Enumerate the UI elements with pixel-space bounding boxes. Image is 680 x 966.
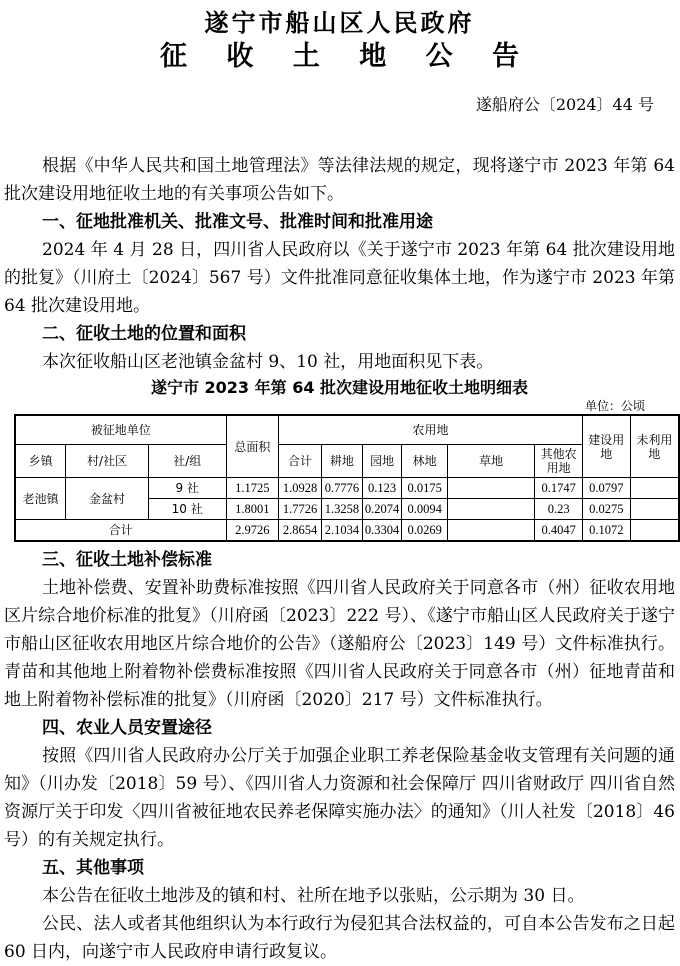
doc-number: 遂船府公〔2024〕44 号 bbox=[475, 95, 654, 114]
cell-grass bbox=[448, 478, 535, 499]
header-grass: 草地 bbox=[448, 445, 535, 478]
cell-group: 10 社 bbox=[148, 499, 226, 520]
header-unit-group: 被征地单位 bbox=[15, 415, 226, 445]
header-cultivated: 耕地 bbox=[321, 445, 362, 478]
header-forest: 林地 bbox=[402, 445, 448, 478]
header-village: 村/社区 bbox=[66, 445, 149, 478]
cell-farm-subtotal: 1.0928 bbox=[279, 478, 322, 499]
table-unit-note: 单位：公顷 bbox=[584, 399, 645, 413]
cell-unused bbox=[630, 520, 679, 542]
cell-garden: 0.3304 bbox=[362, 520, 401, 542]
land-requisition-table bbox=[14, 414, 680, 542]
header-township: 乡镇 bbox=[15, 445, 66, 478]
cell-cultivated: 2.1034 bbox=[321, 520, 362, 542]
header-construction: 建设用地 bbox=[582, 415, 630, 478]
cell-garden: 0.2074 bbox=[362, 499, 401, 520]
cell-grass bbox=[448, 499, 535, 520]
header-farmland-group: 农用地 bbox=[279, 415, 583, 445]
table-row-9she bbox=[15, 478, 679, 499]
cell-cultivated: 0.7776 bbox=[321, 478, 362, 499]
cell-village: 金盆村 bbox=[66, 478, 149, 520]
cell-forest: 0.0175 bbox=[402, 478, 448, 499]
section-4-paragraph: 按照《四川省人民政府办公厅关于加强企业职工养老保险基金收支管理有关问题的通知》（川办发〔2018〕59 号）、《四川省人力资源和社会保障厅 四川省财政厅 四川省自然资源厅关于印发〈四川省被征地农民养老保障实施办法〉的通知》（川人社发〔2018〕46 号）的有关规定执行。 bbox=[4, 746, 675, 850]
section-5-paragraph-1: 本公告在征收土地涉及的镇和村、社所在地予以张贴，公示期为 30 日。 bbox=[42, 886, 585, 906]
cell-construction: 0.0797 bbox=[582, 478, 630, 499]
cell-construction: 0.1072 bbox=[582, 520, 630, 542]
cell-garden: 0.123 bbox=[362, 478, 401, 499]
table-clip-region bbox=[14, 414, 680, 542]
section-2-heading: 二、征收土地的位置和面积 bbox=[42, 324, 246, 344]
cell-total: 1.8001 bbox=[226, 499, 278, 520]
section-1-paragraph: 2024 年 4 月 28 日，四川省人民政府以《关于遂宁市 2023 年第 64 批次建设用地的批复》（川府土〔2024〕567 号）文件批准同意征收集体土地，作为遂宁市 2023 年第 64 批次建设用地。 bbox=[4, 240, 675, 316]
header-unused: 未利用地 bbox=[630, 415, 679, 478]
header-other-farm: 其他农用地 bbox=[535, 445, 583, 478]
cell-construction: 0.0275 bbox=[582, 499, 630, 520]
section-3-paragraph: 土地补偿费、安置补助费标准按照《四川省人民政府关于同意各市（州）征收农用地区片综合地价标准的批复》（川府函〔2023〕222 号）、《遂宁市船山区人民政府关于遂宁市船山区征收农用地区片综合地价的公告》（遂船府公〔2023〕149 号）文件标准执行。青苗和其他地上附着物补偿费标准按照《四川省人民政府关于同意各市（州）征地青苗和地上附着物补偿标准的批复》（川府函〔2020〕217 号）文件标准执行。 bbox=[4, 578, 675, 710]
header-garden: 园地 bbox=[362, 445, 401, 478]
cell-farm-subtotal: 1.7726 bbox=[279, 499, 322, 520]
cell-other-farm: 0.1747 bbox=[535, 478, 583, 499]
intro-paragraph: 根据《中华人民共和国土地管理法》等法律法规的规定，现将遂宁市 2023 年第 64 批次建设用地征收土地的有关事项公告如下。 bbox=[4, 156, 675, 204]
cell-other-farm: 0.4047 bbox=[535, 520, 583, 542]
table-total-row bbox=[15, 520, 679, 542]
header-group: 社/组 bbox=[148, 445, 226, 478]
cell-unused bbox=[630, 478, 679, 499]
cell-unused bbox=[630, 499, 679, 520]
section-1-heading: 一、征地批准机关、批准文号、批准时间和批准用途 bbox=[42, 212, 433, 232]
cell-total-label: 合计 bbox=[15, 520, 226, 542]
cell-forest: 0.0269 bbox=[402, 520, 448, 542]
cell-township: 老池镇 bbox=[15, 478, 66, 520]
section-4-heading: 四、农业人员安置途径 bbox=[42, 718, 212, 738]
section-5-heading: 五、其他事项 bbox=[42, 858, 144, 878]
org-title: 遂宁市船山区人民政府 bbox=[204, 8, 475, 37]
section-2-paragraph: 本次征收船山区老池镇金盆村 9、10 社，用地面积见下表。 bbox=[42, 352, 494, 372]
header-total-area: 总面积 bbox=[226, 415, 278, 478]
header-subtotal: 合计 bbox=[279, 445, 322, 478]
cell-total: 2.9726 bbox=[226, 520, 278, 542]
announcement-title: 征 收 土 地 公 告 bbox=[160, 41, 534, 72]
cell-total: 1.1725 bbox=[226, 478, 278, 499]
section-3-heading: 三、征收土地补偿标准 bbox=[42, 550, 212, 570]
cell-other-farm: 0.23 bbox=[535, 499, 583, 520]
cell-group: 9 社 bbox=[148, 478, 226, 499]
cell-cultivated: 1.3258 bbox=[321, 499, 362, 520]
section-5-paragraph-2: 公民、法人或者其他组织认为本行政行为侵犯其合法权益的，可自本公告发布之日起 60 日内，向遂宁市人民政府申请行政复议。 bbox=[4, 914, 675, 962]
table-title: 遂宁市 2023 年第 64 批次建设用地征收土地明细表 bbox=[150, 378, 529, 397]
cell-forest: 0.0094 bbox=[402, 499, 448, 520]
cell-grass bbox=[448, 520, 535, 542]
cell-farm-subtotal: 2.8654 bbox=[279, 520, 322, 542]
